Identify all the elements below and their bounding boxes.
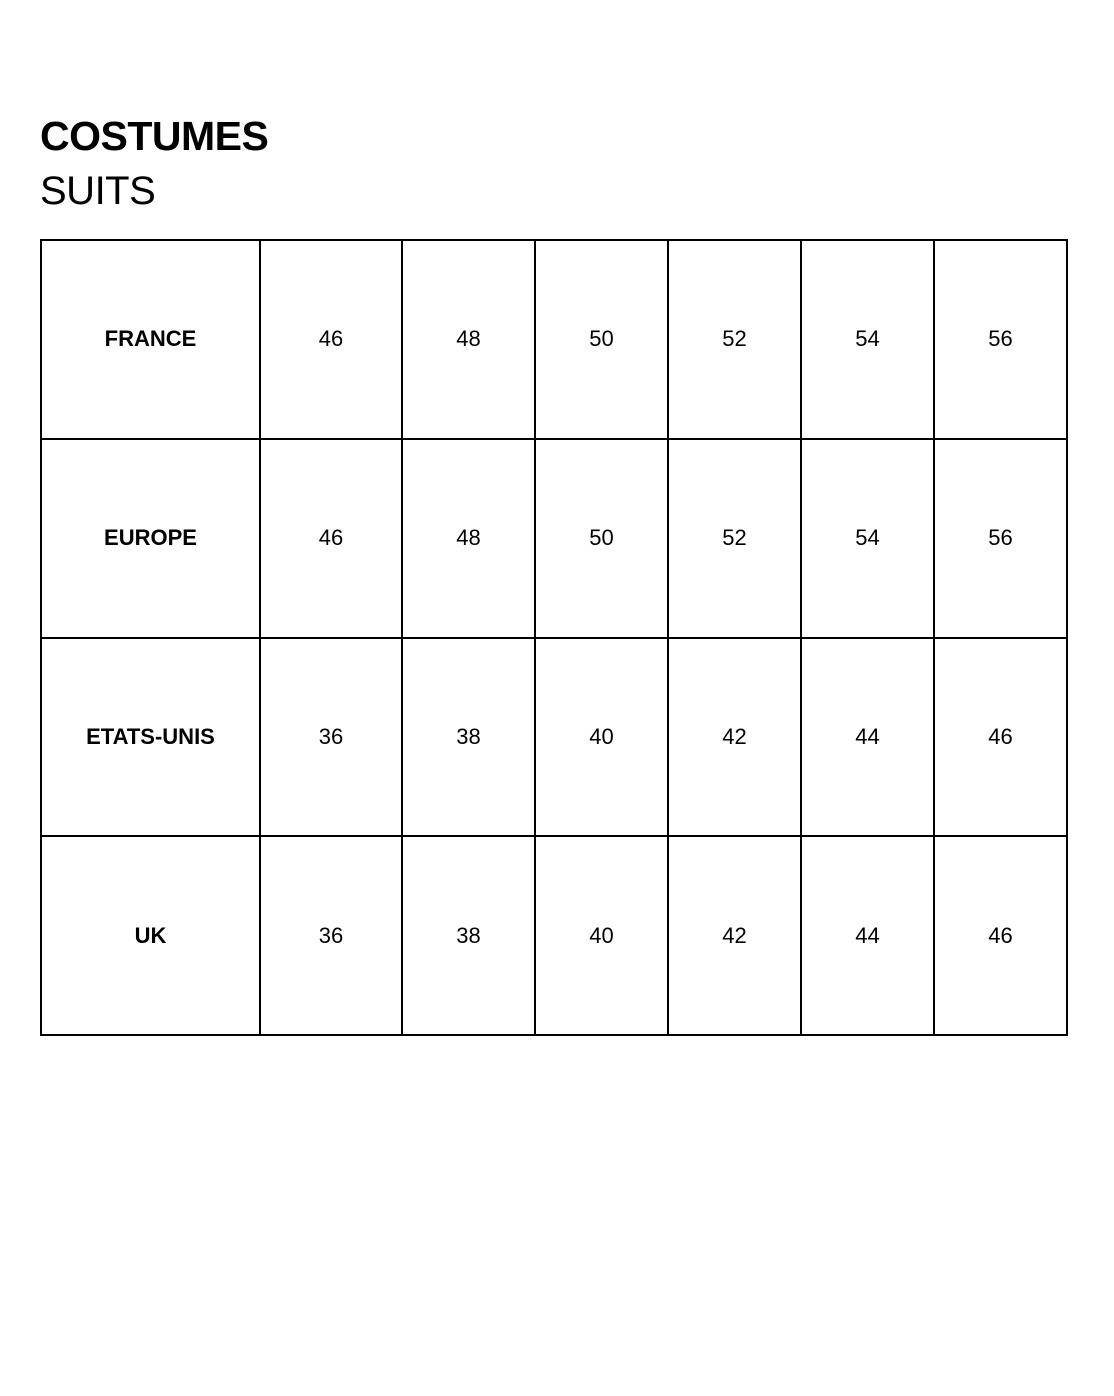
size-cell: 56: [934, 439, 1067, 638]
size-cell: 50: [535, 439, 668, 638]
size-cell: 36: [260, 836, 402, 1035]
size-cell: 50: [535, 240, 668, 439]
size-cell: 36: [260, 638, 402, 837]
size-cell: 44: [801, 638, 934, 837]
row-label-france: FRANCE: [41, 240, 260, 439]
size-cell: 38: [402, 638, 535, 837]
table-row-france: [41, 240, 1067, 439]
row-label-europe: EUROPE: [41, 439, 260, 638]
row-label-etats-unis: ETATS-UNIS: [41, 638, 260, 837]
row-label-uk: UK: [41, 836, 260, 1035]
size-cell: 56: [934, 240, 1067, 439]
table-row-etats-unis: [41, 638, 1067, 837]
size-chart-table: [40, 239, 1068, 1036]
size-cell: 52: [668, 240, 801, 439]
size-cell: 38: [402, 836, 535, 1035]
size-cell: 46: [260, 439, 402, 638]
page-subtitle: SUITS: [40, 169, 156, 213]
size-cell: 48: [402, 240, 535, 439]
size-cell: 42: [668, 836, 801, 1035]
size-cell: 44: [801, 836, 934, 1035]
size-cell: 54: [801, 240, 934, 439]
size-cell: 40: [535, 638, 668, 837]
size-cell: 54: [801, 439, 934, 638]
table-row-europe: [41, 439, 1067, 638]
page-title: COSTUMES: [40, 113, 269, 159]
size-cell: 40: [535, 836, 668, 1035]
size-cell: 46: [934, 638, 1067, 837]
size-cell: 42: [668, 638, 801, 837]
size-cell: 48: [402, 439, 535, 638]
table-row-uk: [41, 836, 1067, 1035]
size-cell: 46: [260, 240, 402, 439]
size-cell: 46: [934, 836, 1067, 1035]
size-cell: 52: [668, 439, 801, 638]
